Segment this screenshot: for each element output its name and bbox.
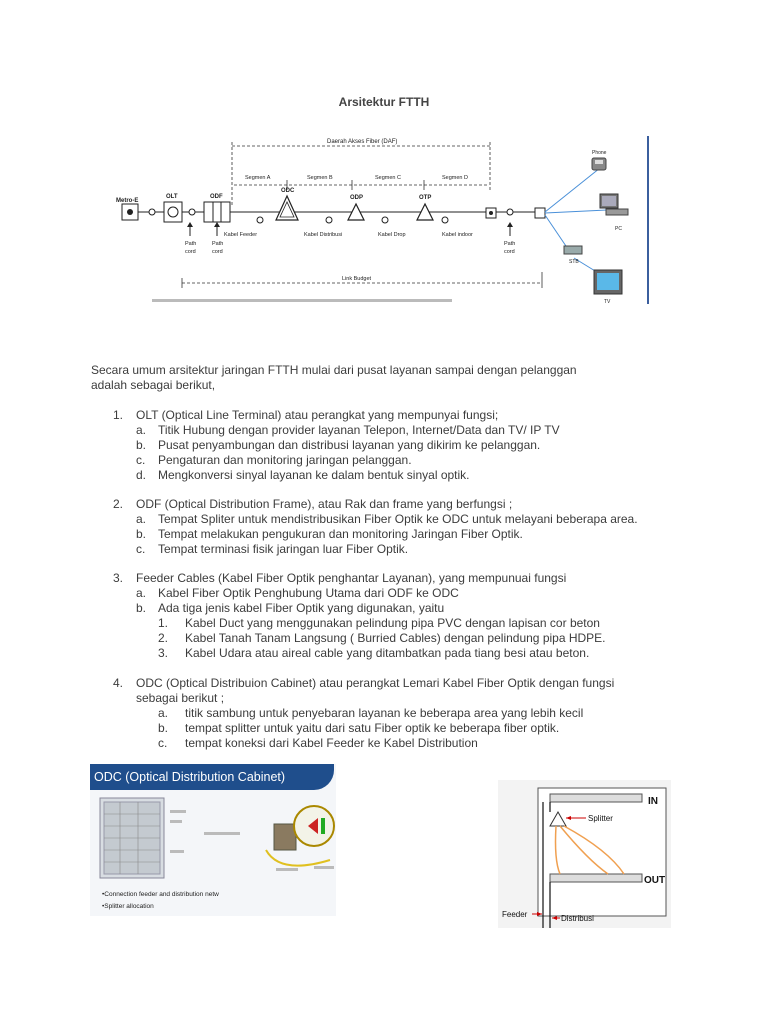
patch1-line1: Path [185, 241, 197, 247]
item3b2-marker: 2. [158, 631, 169, 645]
cable-distribusi: Kabel Distribusi [304, 232, 343, 238]
odf-node [204, 202, 230, 222]
daf-label: Daerah Akses Fiber (DAF) [327, 139, 398, 145]
patch3-line2: cord [504, 249, 515, 255]
splitter-diagram [498, 780, 671, 928]
distribusi-label: Distribusi [561, 914, 594, 923]
item3a-text: Kabel Fiber Optik Penghubung Utama dari ODF ke ODC [158, 586, 459, 600]
item2-number: 2. [113, 497, 124, 511]
item2a-text: Tempat Spliter untuk mendistribusikan Fiber Optik ke ODC untuk melayani beberapa area. [158, 512, 638, 526]
odc-bullet-2: •Splitter allocation [102, 903, 154, 910]
odc-figure [90, 764, 336, 916]
tv-label: TV [604, 299, 611, 305]
item4a-text: titik sambung untuk penyebaran layanan ke beberapa area yang lebih kecil [185, 706, 584, 720]
item3b1-marker: 1. [158, 616, 169, 630]
segment-d: Segmen D [442, 175, 468, 181]
figure-title: Arsitektur FTTH [338, 95, 430, 109]
pc-icon [600, 194, 628, 215]
olt-node [164, 202, 182, 222]
segment-b: Segmen B [307, 175, 333, 181]
otp-label: OTP [419, 195, 432, 201]
item4b-marker: b. [158, 721, 169, 735]
item4b-text: tempat splitter untuk yaitu dari satu Fiber optik ke beberapa fiber optik. [185, 721, 560, 735]
item2b-text: Tempat melakukan pengukuran dan monitoring Jaringan Fiber Optik. [158, 527, 523, 541]
phone-icon [592, 158, 606, 170]
home-box [535, 208, 545, 218]
item1-title: OLT (Optical Line Terminal) atau perangkat yang mempunyai fungsi; [136, 408, 499, 422]
item1b-marker: b. [136, 438, 147, 452]
item2c-marker: c. [136, 542, 146, 556]
item1-number: 1. [113, 408, 124, 422]
odc-figure-heading: ODC (Optical Distribution Cabinet) [90, 764, 334, 790]
item4c-marker: c. [158, 736, 168, 750]
pc-label: PC [615, 226, 622, 232]
item3-title: Feeder Cables (Kabel Fiber Optik penghantar Layanan), yang mempunuai fungsi [136, 571, 567, 585]
out-label: OUT [644, 875, 666, 886]
item1c-marker: c. [136, 453, 146, 467]
in-label: IN [648, 796, 658, 807]
item3a-marker: a. [136, 586, 147, 600]
intro-line-1: Secara umum arsitektur jaringan FTTH mulai dari pusat layanan sampai dengan pelanggan [91, 363, 577, 377]
item1b-text: Pusat penyambungan dan distribusi layanan yang dikirim ke pelanggan. [158, 438, 541, 452]
item4-title: ODC (Optical Distribuion Cabinet) atau perangkat Lemari Kabel Fiber Optik dengan fungsi [136, 676, 615, 690]
splitter-label: Splitter [588, 814, 613, 823]
item3-number: 3. [113, 571, 124, 585]
item3b-marker: b. [136, 601, 147, 615]
cable-feeder: Kabel Feeder [224, 232, 258, 238]
odc-node [276, 196, 298, 220]
olt-label: OLT [166, 194, 178, 200]
item2-title: ODF (Optical Distribution Frame), atau Rak dan frame yang berfungsi ; [136, 497, 513, 511]
odc-label: ODC [281, 188, 295, 194]
item2a-marker: a. [136, 512, 147, 526]
patch3-line1: Path [504, 241, 516, 247]
splitter-figure [498, 780, 671, 928]
item1d-marker: d. [136, 468, 147, 482]
patch2-line2: cord [212, 249, 223, 255]
stb-icon [564, 246, 582, 254]
odf-label: ODF [210, 194, 223, 200]
item1a-marker: a. [136, 423, 147, 437]
item1d-text: Mengkonversi sinyal layanan ke dalam bentuk sinyal optik. [158, 468, 470, 482]
metro-label: Metro-E [116, 198, 139, 204]
item3b-text: Ada tiga jenis kabel Fiber Optik yang digunakan, yaitu [158, 601, 445, 615]
item4-title-cont: sebagai berikut ; [136, 691, 225, 705]
cable-indoor: Kabel indoor [442, 232, 473, 238]
link-budget-label: Link Budget [342, 276, 372, 282]
item4-number: 4. [113, 676, 124, 690]
segment-a: Segmen A [245, 175, 271, 181]
item3b1-text: Kabel Duct yang menggunakan pelindung pipa PVC dengan lapisan cor beton [185, 616, 600, 630]
segment-c: Segmen C [375, 175, 401, 181]
item2b-marker: b. [136, 527, 147, 541]
phone-label: Phone [592, 150, 607, 156]
item1c-text: Pengaturan dan monitoring jaringan pelanggan. [158, 453, 412, 467]
item4a-marker: a. [158, 706, 169, 720]
patch1-line2: cord [185, 249, 196, 255]
odc-bullet-1: •Connection feeder and distribution netw [102, 891, 219, 898]
cable-drop: Kabel Drop [378, 232, 406, 238]
item1a-text: Titik Hubung dengan provider layanan Telepon, Internet/Data dan TV/ IP TV [158, 423, 560, 437]
item2c-text: Tempat terminasi fisik jaringan luar Fiber Optik. [158, 542, 409, 556]
ftth-architecture-diagram [112, 132, 652, 306]
stb-label: STB [569, 259, 579, 265]
feeder-label: Feeder [502, 910, 528, 919]
odc-cabinet-illustration [90, 790, 336, 890]
item3b3-text: Kabel Udara atau aireal cable yang ditambatkan pada tiang besi atau beton. [185, 646, 590, 660]
intro-line-2: adalah sebagai berikut, [91, 378, 216, 392]
tv-icon [594, 270, 622, 294]
patch2-line1: Path [212, 241, 224, 247]
item4c-text: tempat koneksi dari Kabel Feeder ke Kabel Distribution [185, 736, 478, 750]
item3b3-marker: 3. [158, 646, 169, 660]
item3b2-text: Kabel Tanah Tanam Langsung ( Burried Cables) dengan pelindung pipa HDPE. [185, 631, 606, 645]
odp-label: ODP [350, 195, 364, 201]
